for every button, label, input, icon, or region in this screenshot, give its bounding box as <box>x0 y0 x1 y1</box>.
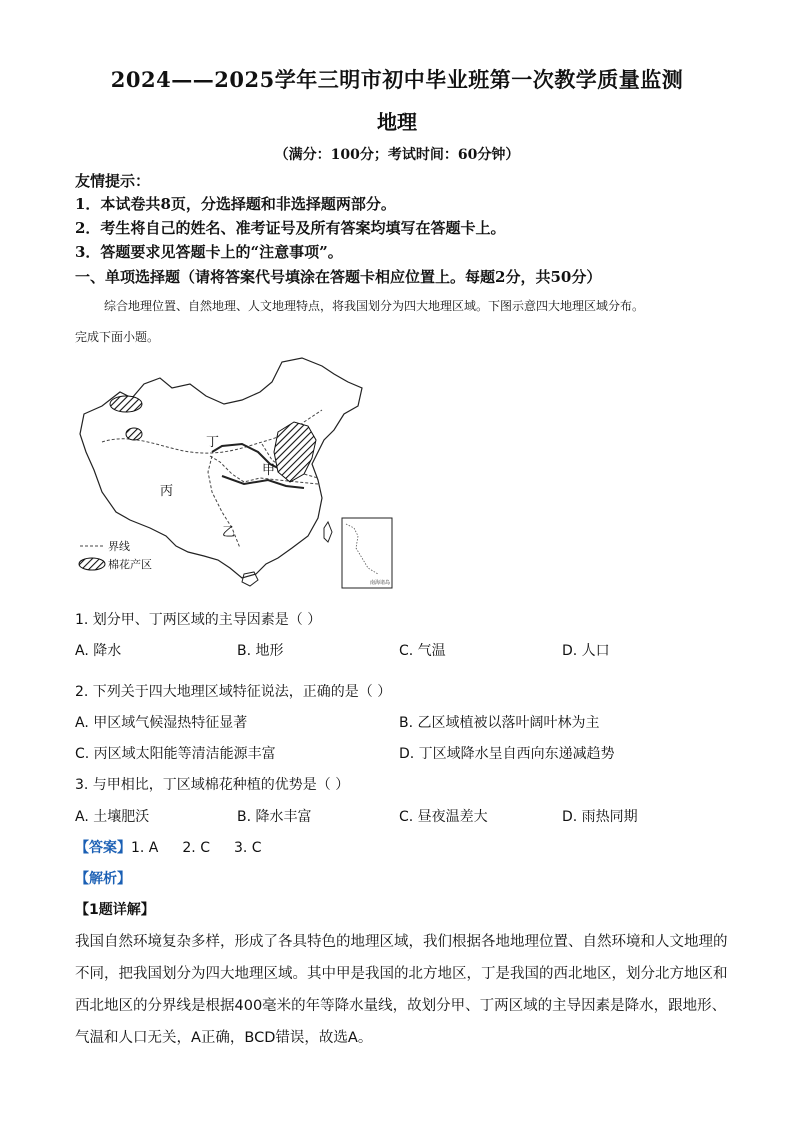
region-label-bing: 丙 <box>160 484 174 499</box>
legend-cotton-swatch <box>79 558 105 570</box>
legend-cotton-label: 棉花产区 <box>108 558 152 571</box>
subject-title: 地理 <box>377 110 417 134</box>
answer-label: 【答案】 <box>75 840 131 856</box>
analysis-detail-label: 【1题详解】 <box>75 902 155 918</box>
question-1-option: D. 人口 <box>562 643 610 659</box>
south-china-sea-inset <box>342 518 392 588</box>
question-3-option: C. 昼夜温差大 <box>399 809 488 825</box>
question-1-option: C. 气温 <box>399 643 446 659</box>
answer-row <box>75 837 262 857</box>
section-intro-cont: 完成下面小题。 <box>75 330 160 344</box>
region-label-jia: 甲 <box>262 463 276 478</box>
inset-label: 南海诸岛 <box>370 580 391 586</box>
exam-title: 2024——2025学年三明市初中毕业班第一次教学质量监测 <box>110 67 684 92</box>
answer-value: 3. C <box>233 840 262 856</box>
cotton-area-north-xinjiang <box>110 396 142 412</box>
question-1-option: B. 地形 <box>237 643 284 659</box>
question-2-stem: 2. 下列关于四大地理区域特征说法，正确的是（ ） <box>75 684 392 700</box>
taiwan-outline <box>324 522 332 542</box>
analysis-line: 我国自然环境复杂多样，形成了各具特色的地理区域，我们根据各地地理位置、自然环境和人文地理的 <box>75 934 728 950</box>
analysis-line: 西北地区的分界线是根据400毫米的年等降水量线，故划分甲、丁两区域的主导因素是降水，跟地形、 <box>75 998 727 1014</box>
answer-value: 1. A <box>131 840 159 856</box>
section-heading: 一、单项选择题（请将答案代号填涂在答题卡相应位置上。每题2分，共50分） <box>75 268 602 286</box>
tip-item: 2．考生将自己的姓名、准考证号及所有答案均填写在答题卡上。 <box>75 219 506 237</box>
section-intro: 综合地理位置、自然地理、人文地理特点，将我国划分为四大地理区域。下图示意四大地理区域分布。 <box>104 299 645 313</box>
question-1-stem: 1. 划分甲、丁两区域的主导因素是（ ） <box>75 612 322 628</box>
cotton-area-north-china <box>274 422 316 482</box>
cotton-area-south-xinjiang <box>126 428 142 440</box>
analysis-line: 不同，把我国划分为四大地理区域。其中甲是我国的北方地区，丁是我国的西北地区，划分北方地区和 <box>75 966 728 982</box>
legend-boundary-label: 界线 <box>108 540 130 553</box>
question-2-option: D. 丁区域降水呈自西向东递减趋势 <box>399 746 615 762</box>
question-3-stem: 3. 与甲相比，丁区域棉花种植的优势是（ ） <box>75 777 350 793</box>
answer-value: 2. C <box>182 840 210 856</box>
analysis-label: 【解析】 <box>75 871 131 887</box>
question-2-option: A. 甲区域气候湿热特征显著 <box>75 715 248 731</box>
exam-info: （满分：100分；考试时间：60分钟） <box>274 147 520 163</box>
hainan-outline <box>242 572 258 586</box>
china-region-map <box>72 352 402 597</box>
analysis-line: 气温和人口无关，A正确，BCD错误，故选A。 <box>75 1030 373 1046</box>
region-label-ding: 丁 <box>206 435 220 450</box>
region-label-yi: 乙 <box>222 525 236 540</box>
question-1-option: A. 降水 <box>75 643 122 659</box>
question-2-option: C. 丙区域太阳能等清洁能源丰富 <box>75 746 276 762</box>
question-3-option: D. 雨热同期 <box>562 809 638 825</box>
question-3-option: B. 降水丰富 <box>237 809 312 825</box>
question-3-option: A. 土壤肥沃 <box>75 809 150 825</box>
tip-item: 1．本试卷共8页，分选择题和非选择题两部分。 <box>75 195 396 213</box>
tip-item: 3．答题要求见答题卡上的“注意事项”。 <box>75 243 343 261</box>
question-2-option: B. 乙区域植被以落叶阔叶林为主 <box>399 715 600 731</box>
tips-heading: 友情提示： <box>75 172 151 190</box>
